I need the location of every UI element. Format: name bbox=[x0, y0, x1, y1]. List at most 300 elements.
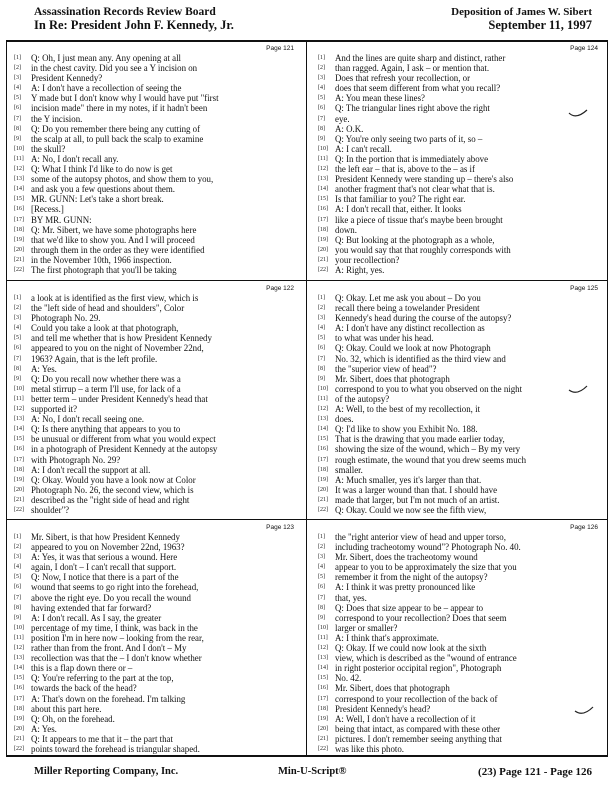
line-text: percentage of my time, I think, was back in the bbox=[31, 622, 198, 633]
line-text: Photograph No. 26, the second view, which is bbox=[31, 484, 194, 495]
transcript-line bbox=[12, 704, 296, 714]
line-text: the skull? bbox=[31, 143, 66, 154]
line-text: A: I don't recall that, either. It looks bbox=[335, 204, 462, 215]
transcript-line bbox=[12, 414, 296, 424]
transcript-line bbox=[316, 495, 600, 505]
line-number: [4] bbox=[14, 325, 21, 332]
transcript-line bbox=[12, 424, 296, 434]
line-text: recollection was that the – I don't know whether bbox=[31, 653, 202, 664]
line-text: metal stirrup – a term I'll use, for lack of a bbox=[31, 383, 181, 394]
line-text: President Kennedy's head? bbox=[335, 703, 431, 714]
line-text: better term – under President Kennedy's head that bbox=[31, 393, 208, 404]
line-text: Mr. Sibert, does the tracheotomy wound bbox=[335, 552, 478, 563]
line-text: A: Yes. bbox=[31, 723, 57, 734]
line-number: [9] bbox=[14, 614, 21, 621]
deposition-name: Deposition of James W. Sibert bbox=[451, 6, 592, 18]
line-number: [15] bbox=[14, 675, 24, 682]
deposition-date: September 11, 1997 bbox=[488, 18, 592, 32]
line-text: including tracheotomy wound"? Photograph No. 40. bbox=[335, 542, 521, 553]
line-text: A: No, I don't recall seeing one. bbox=[31, 414, 144, 425]
line-text: Q: You're referring to the part at the top, bbox=[31, 673, 174, 684]
line-text: Is that familiar to you? The right ear. bbox=[335, 194, 466, 205]
transcript-line bbox=[316, 603, 600, 613]
line-text: A: Yes. bbox=[31, 363, 57, 374]
line-number: [2] bbox=[14, 65, 21, 72]
line-number: [20] bbox=[14, 486, 24, 493]
line-text: made that larger, but I'm not much of an artist. bbox=[335, 494, 500, 505]
line-number: [13] bbox=[14, 176, 24, 183]
transcript-line bbox=[316, 724, 600, 734]
transcript-line bbox=[12, 724, 296, 734]
transcript-line bbox=[316, 704, 600, 714]
line-number: [10] bbox=[318, 145, 328, 152]
line-text: A: Well, to the best of my recollection, it bbox=[335, 404, 481, 415]
line-number: [9] bbox=[14, 135, 21, 142]
line-text: the left ear – that is, above to the – as if bbox=[335, 164, 475, 175]
line-number: [19] bbox=[318, 236, 328, 243]
transcript-line bbox=[316, 215, 600, 225]
transcript-line bbox=[12, 265, 296, 275]
reporting-company: Miller Reporting Company, Inc. bbox=[34, 766, 179, 777]
line-number: [16] bbox=[14, 206, 24, 213]
line-text: A: I don't have a recollection of seeing the bbox=[31, 83, 182, 94]
line-number: [5] bbox=[14, 95, 21, 102]
transcript-line bbox=[316, 465, 600, 475]
transcript-line bbox=[12, 653, 296, 663]
line-text: described as the "right side of head and right bbox=[31, 494, 190, 505]
line-text: correspond to you to what you observed on the night bbox=[335, 383, 523, 394]
transcript-line bbox=[316, 593, 600, 603]
transcript-line bbox=[12, 174, 296, 184]
line-text: A: No, I don't recall any. bbox=[31, 153, 119, 164]
transcript-page-125 bbox=[316, 283, 602, 518]
line-text: No. 42. bbox=[335, 673, 362, 684]
line-number: [19] bbox=[318, 476, 328, 483]
transcript-lines bbox=[316, 293, 600, 515]
transcript-line bbox=[316, 144, 600, 154]
transcript-line bbox=[316, 663, 600, 673]
transcript-line bbox=[316, 194, 600, 204]
transcript-line bbox=[316, 613, 600, 623]
transcript-lines bbox=[316, 53, 600, 275]
line-number: [8] bbox=[14, 125, 21, 132]
line-text: wound that seems to go right into the forehead, bbox=[31, 582, 199, 593]
line-text: The first photograph that you'll be taking bbox=[31, 264, 177, 275]
transcript-line bbox=[12, 215, 296, 225]
line-number: [7] bbox=[318, 594, 325, 601]
line-text: and ask you a few questions about them. bbox=[31, 184, 175, 195]
transcript-line bbox=[12, 114, 296, 124]
line-text: 1963? Again, that is the left profile. bbox=[31, 353, 158, 364]
transcript-line bbox=[12, 134, 296, 144]
header-right bbox=[451, 6, 592, 32]
line-number: [6] bbox=[318, 345, 325, 352]
transcript-line bbox=[12, 542, 296, 552]
line-number: [15] bbox=[14, 196, 24, 203]
transcript-line bbox=[12, 83, 296, 93]
transcript-line bbox=[12, 505, 296, 515]
transcript-lines bbox=[12, 293, 296, 515]
line-number: [20] bbox=[14, 246, 24, 253]
line-text: remember it from the night of the autopsy? bbox=[335, 572, 488, 583]
line-text: the "left side of head and shoulders", Color bbox=[31, 303, 185, 314]
line-number: [8] bbox=[318, 125, 325, 132]
transcript-line bbox=[316, 714, 600, 724]
transcript-line bbox=[316, 683, 600, 693]
line-text: Q: Mr. Sibert, we have some photographs here bbox=[31, 224, 197, 235]
transcript-line bbox=[316, 235, 600, 245]
line-number: [6] bbox=[14, 345, 21, 352]
line-text: supported it? bbox=[31, 404, 78, 415]
line-number: [5] bbox=[318, 95, 325, 102]
line-number: [14] bbox=[318, 186, 328, 193]
line-text: A: Well, I don't have a recollection of it bbox=[335, 713, 476, 724]
line-text: down. bbox=[335, 224, 357, 235]
line-text: Q: It appears to me that it – the part that bbox=[31, 733, 173, 744]
line-text: President Kennedy were standing up – there's also bbox=[335, 174, 514, 185]
transcript-line bbox=[316, 532, 600, 542]
line-number: [8] bbox=[318, 365, 325, 372]
line-number: [10] bbox=[14, 624, 24, 631]
transcript-line bbox=[12, 404, 296, 414]
line-text: Q: Do you remember there being any cutting of bbox=[31, 123, 201, 134]
line-text: like a piece of tissue that's maybe been brought bbox=[335, 214, 503, 225]
transcript-line bbox=[12, 124, 296, 134]
transcript-line bbox=[12, 552, 296, 562]
line-number: [20] bbox=[318, 725, 328, 732]
line-number: [10] bbox=[14, 145, 24, 152]
line-text: It was a larger wound than that. I should have bbox=[335, 484, 498, 495]
line-number: [15] bbox=[318, 675, 328, 682]
line-text: towards the back of the head? bbox=[31, 683, 137, 694]
page-number: Page 123 bbox=[266, 524, 294, 531]
transcript-line bbox=[12, 93, 296, 103]
transcript-line bbox=[316, 552, 600, 562]
line-number: [20] bbox=[318, 246, 328, 253]
transcript-line bbox=[316, 225, 600, 235]
line-number: [2] bbox=[14, 544, 21, 551]
line-number: [16] bbox=[14, 685, 24, 692]
line-number: [11] bbox=[318, 634, 328, 641]
transcript-line bbox=[316, 673, 600, 683]
line-number: [9] bbox=[318, 375, 325, 382]
line-number: [7] bbox=[14, 355, 21, 362]
transcript-line bbox=[12, 323, 296, 333]
line-number: [22] bbox=[14, 745, 24, 752]
line-text: was like this photo. bbox=[335, 743, 405, 754]
line-text: this is a flap down there or – bbox=[31, 663, 133, 674]
line-number: [7] bbox=[318, 115, 325, 122]
case-title: In Re: President John F. Kennedy, Jr. bbox=[34, 18, 234, 32]
page-number: Page 125 bbox=[570, 285, 598, 292]
line-number: [3] bbox=[14, 315, 21, 322]
line-text: Q: Oh, I just mean any. Any opening at all bbox=[31, 53, 182, 63]
line-text: MR. GUNN: Let's take a short break. bbox=[31, 194, 164, 205]
line-number: [7] bbox=[14, 594, 21, 601]
line-text: correspond to your recollection of the back of bbox=[335, 693, 498, 704]
line-text: Q: Does that size appear to be – appear to bbox=[335, 602, 484, 613]
line-number: [14] bbox=[14, 426, 24, 433]
line-text: does that seem different from what you recall? bbox=[335, 83, 501, 94]
line-number: [13] bbox=[14, 416, 24, 423]
line-number: [12] bbox=[318, 166, 328, 173]
line-text: Q: Okay. If we could now look at the sixth bbox=[335, 643, 487, 654]
transcript-line bbox=[12, 354, 296, 364]
line-number: [11] bbox=[14, 395, 24, 402]
line-number: [20] bbox=[318, 486, 328, 493]
line-number: [18] bbox=[318, 705, 328, 712]
line-number: [6] bbox=[318, 584, 325, 591]
line-text: in a photograph of President Kennedy at the autopsy bbox=[31, 444, 218, 455]
line-number: [22] bbox=[14, 506, 24, 513]
transcript-line bbox=[12, 495, 296, 505]
transcript-line bbox=[12, 694, 296, 704]
line-text: larger or smaller? bbox=[335, 622, 398, 633]
line-text: Q: But looking at the photograph as a whole, bbox=[335, 234, 495, 245]
line-number: [4] bbox=[318, 85, 325, 92]
transcript-page-122 bbox=[12, 283, 298, 518]
transcript-grid bbox=[6, 40, 608, 757]
handwritten-check-mark bbox=[574, 706, 594, 718]
line-number: [14] bbox=[318, 426, 328, 433]
line-number: [8] bbox=[14, 604, 21, 611]
line-text: to what was under his head. bbox=[335, 333, 434, 344]
transcript-line bbox=[12, 394, 296, 404]
line-text: appeared to you on the night of November 22nd, bbox=[31, 343, 204, 354]
line-number: [2] bbox=[14, 305, 21, 312]
transcript-line bbox=[316, 384, 600, 394]
line-text: Q: I'd like to show you Exhibit No. 188. bbox=[335, 424, 478, 435]
line-text: points toward the forehead is triangular shaped. bbox=[31, 743, 200, 754]
line-number: [21] bbox=[318, 496, 328, 503]
line-text: A: Yes, it was that serious a wound. Here bbox=[31, 552, 178, 563]
line-number: [19] bbox=[14, 715, 24, 722]
line-number: [8] bbox=[14, 365, 21, 372]
header-left bbox=[34, 6, 234, 32]
page-header bbox=[34, 6, 592, 36]
line-number: [18] bbox=[14, 466, 24, 473]
line-number: [3] bbox=[318, 554, 325, 561]
transcript-line bbox=[316, 434, 600, 444]
transcript-line bbox=[12, 194, 296, 204]
line-text: Q: Okay. Could we now see the fifth view, bbox=[335, 504, 487, 515]
transcript-line bbox=[316, 572, 600, 582]
transcript-line bbox=[12, 673, 296, 683]
line-text: rather than from the front. And I don't – My bbox=[31, 643, 187, 654]
transcript-line bbox=[12, 144, 296, 154]
line-text: Q: Is there anything that appears to you to bbox=[31, 424, 181, 435]
transcript-line bbox=[12, 235, 296, 245]
line-number: [4] bbox=[14, 564, 21, 571]
transcript-line bbox=[12, 63, 296, 73]
line-text: above the right eye. Do you recall the wound bbox=[31, 592, 191, 603]
line-text: Q: In the portion that is immediately above bbox=[335, 153, 489, 164]
line-number: [3] bbox=[318, 315, 325, 322]
transcript-line bbox=[12, 623, 296, 633]
line-number: [18] bbox=[14, 705, 24, 712]
line-number: [13] bbox=[318, 655, 328, 662]
line-number: [12] bbox=[14, 166, 24, 173]
line-text: some of the autopsy photos, and show them to you, bbox=[31, 174, 214, 185]
transcript-line bbox=[316, 343, 600, 353]
line-text: in the chest cavity. Did you see a Y incision on bbox=[31, 63, 198, 74]
page-number: Page 126 bbox=[570, 524, 598, 531]
line-number: [20] bbox=[14, 725, 24, 732]
transcript-line bbox=[316, 364, 600, 374]
line-number: [1] bbox=[318, 534, 325, 540]
line-text: President Kennedy? bbox=[31, 73, 103, 84]
line-number: [22] bbox=[318, 266, 328, 273]
line-text: A: I don't have any distinct recollection as bbox=[335, 323, 485, 334]
line-number: [22] bbox=[318, 506, 328, 513]
line-number: [14] bbox=[318, 665, 328, 672]
line-text: the scalp at all, to pull back the scalp to examine bbox=[31, 133, 204, 144]
line-number: [19] bbox=[14, 476, 24, 483]
line-number: [17] bbox=[14, 695, 24, 702]
line-text: than ragged. Again, I ask – or mention that. bbox=[335, 63, 490, 74]
line-number: [13] bbox=[318, 176, 328, 183]
transcript-line bbox=[316, 374, 600, 384]
transcript-line bbox=[316, 414, 600, 424]
line-text: being that intact, as compared with these other bbox=[335, 723, 501, 734]
transcript-line bbox=[316, 623, 600, 633]
line-text: appeared to you on November 22nd, 1963? bbox=[31, 542, 185, 553]
line-number: [15] bbox=[318, 196, 328, 203]
line-number: [21] bbox=[14, 496, 24, 503]
line-number: [17] bbox=[318, 216, 328, 223]
transcript-line bbox=[316, 323, 600, 333]
line-number: [16] bbox=[14, 446, 24, 453]
line-number: [2] bbox=[318, 544, 325, 551]
page-range: (23) Page 121 - Page 126 bbox=[478, 766, 592, 778]
line-number: [22] bbox=[14, 266, 24, 273]
transcript-line bbox=[12, 255, 296, 265]
line-number: [10] bbox=[318, 624, 328, 631]
line-number: [2] bbox=[318, 65, 325, 72]
line-text: A: I don't recall. As I say, the greater bbox=[31, 612, 162, 623]
left-rule bbox=[6, 40, 7, 757]
transcript-line bbox=[316, 475, 600, 485]
transcript-line bbox=[316, 63, 600, 73]
line-text: of the autopsy? bbox=[335, 393, 390, 404]
line-text: appear to you to be approximately the size that you bbox=[335, 562, 517, 573]
line-text: Mr. Sibert, does that photograph bbox=[335, 683, 450, 694]
transcript-lines bbox=[12, 532, 296, 754]
line-text: A: I think that's approximate. bbox=[335, 632, 439, 643]
handwritten-check-mark bbox=[568, 385, 588, 397]
line-number: [9] bbox=[318, 614, 325, 621]
transcript-line bbox=[316, 245, 600, 255]
transcript-line bbox=[12, 364, 296, 374]
line-number: [4] bbox=[318, 325, 325, 332]
transcript-page-124 bbox=[316, 43, 602, 278]
line-text: through them in the order as they were identified bbox=[31, 244, 205, 255]
transcript-line bbox=[12, 225, 296, 235]
line-number: [14] bbox=[14, 665, 24, 672]
line-number: [8] bbox=[318, 604, 325, 611]
line-text: A: I can't recall. bbox=[335, 143, 392, 154]
line-number: [5] bbox=[318, 574, 325, 581]
page-number: Page 121 bbox=[266, 45, 294, 52]
line-number: [11] bbox=[14, 634, 24, 641]
line-text: you would say that that roughly corresponds with bbox=[335, 244, 511, 255]
line-text: Y made but I don't know why I would have put "first bbox=[31, 93, 219, 104]
line-number: [6] bbox=[14, 105, 21, 112]
line-number: [4] bbox=[14, 85, 21, 92]
transcript-line bbox=[316, 83, 600, 93]
line-text: Does that refresh your recollection, or bbox=[335, 73, 471, 84]
transcript-page-123 bbox=[12, 522, 298, 757]
line-text: A: I think it was pretty pronounced like bbox=[335, 582, 476, 593]
line-text: No. 32, which is identified as the third view and bbox=[335, 353, 506, 364]
line-text: pictures. I don't remember seeing anything that bbox=[335, 733, 502, 744]
transcript-line bbox=[316, 734, 600, 744]
transcript-line bbox=[316, 444, 600, 454]
line-text: [Recess.] bbox=[31, 204, 64, 215]
transcript-lines bbox=[12, 53, 296, 275]
line-number: [3] bbox=[14, 554, 21, 561]
line-text: about this part here. bbox=[31, 703, 102, 714]
line-text: be unusual or different from what you would expect bbox=[31, 434, 216, 445]
line-number: [13] bbox=[318, 416, 328, 423]
line-number: [17] bbox=[318, 695, 328, 702]
line-text: with Photograph No. 29? bbox=[31, 454, 121, 465]
line-text: the Y incision. bbox=[31, 113, 83, 124]
transcript-line bbox=[12, 643, 296, 653]
transcript-line bbox=[316, 582, 600, 592]
transcript-line bbox=[12, 663, 296, 673]
transcript-line bbox=[316, 404, 600, 414]
line-number: [6] bbox=[14, 584, 21, 591]
transcript-line bbox=[12, 444, 296, 454]
line-text: eye. bbox=[335, 113, 350, 124]
transcript-line bbox=[316, 455, 600, 465]
line-text: showing the size of the wound, which – By my very bbox=[335, 444, 521, 455]
center-rule bbox=[306, 40, 307, 757]
transcript-line bbox=[316, 694, 600, 704]
page-footer bbox=[34, 766, 592, 780]
transcript-line bbox=[316, 164, 600, 174]
line-number: [19] bbox=[14, 236, 24, 243]
line-number: [19] bbox=[318, 715, 328, 722]
line-number: [17] bbox=[14, 216, 24, 223]
line-text: That is the drawing that you made earlier today, bbox=[335, 434, 505, 445]
line-text: having extended that far forward? bbox=[31, 602, 152, 613]
line-text: rough estimate, the wound that you drew seems much bbox=[335, 454, 527, 465]
line-text: A: Right, yes. bbox=[335, 264, 385, 275]
line-text: that we'd like to show you. And I will proceed bbox=[31, 234, 195, 245]
line-text: Q: Okay. Could we look at now Photograph bbox=[335, 343, 491, 354]
transcript-line bbox=[12, 103, 296, 113]
line-number: [6] bbox=[318, 105, 325, 112]
line-number: [18] bbox=[318, 226, 328, 233]
transcript-line bbox=[316, 114, 600, 124]
transcript-line bbox=[316, 643, 600, 653]
transcript-line bbox=[12, 154, 296, 164]
transcript-line bbox=[316, 354, 600, 364]
transcript-line bbox=[12, 164, 296, 174]
line-number: [1] bbox=[14, 55, 21, 61]
line-number: [12] bbox=[318, 645, 328, 652]
transcript-line bbox=[316, 265, 600, 275]
transcript-line bbox=[12, 343, 296, 353]
transcript-line bbox=[12, 582, 296, 592]
line-number: [1] bbox=[14, 295, 21, 301]
line-number: [10] bbox=[14, 385, 24, 392]
transcript-page-121 bbox=[12, 43, 298, 278]
line-number: [12] bbox=[14, 645, 24, 652]
line-number: [9] bbox=[318, 135, 325, 142]
